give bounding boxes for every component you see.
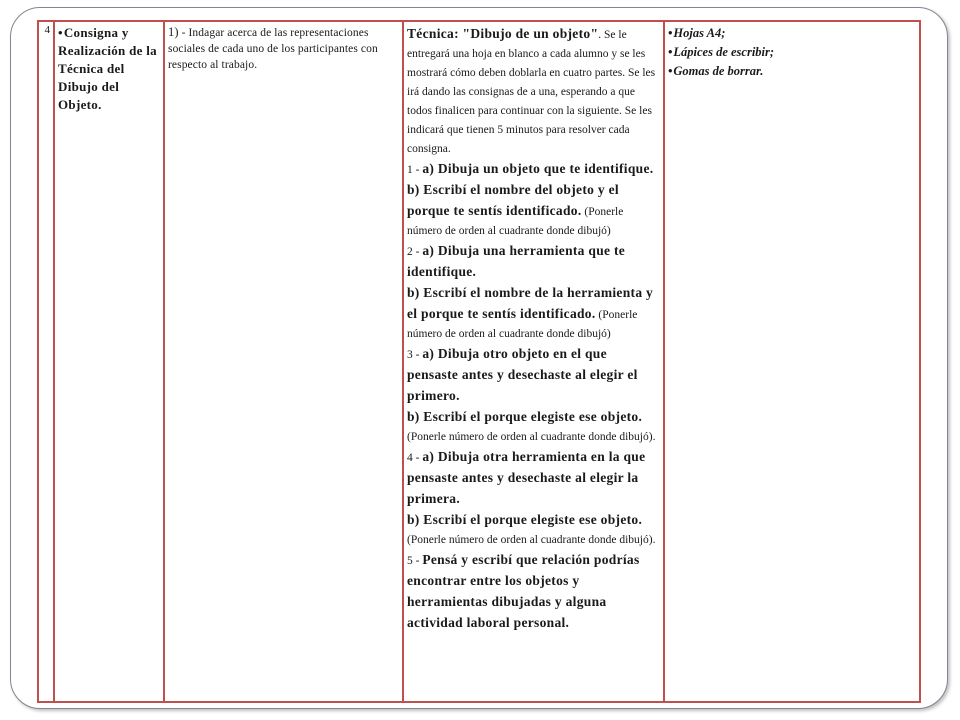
task-note: (Ponerle número de orden al cuadrante donde dibujó).: [407, 534, 656, 546]
task-note: (Ponerle número de orden al cuadrante donde dibujó): [407, 309, 638, 340]
task-prefix: 3 -: [407, 349, 423, 361]
task-item: [407, 344, 660, 407]
task-bold: b) Escribí el porque elegiste ese objeto.: [407, 409, 643, 424]
task-bold: b) Escribí el nombre del objeto y el porque te sentís identificado.: [407, 182, 619, 218]
task-note: (Ponerle número de orden al cuadrante donde dibujó): [407, 206, 624, 237]
technique-instructions: . Se le entregará una hoja en blanco a cada alumno y se les mostrará cómo deben doblarla en cuatro partes. Se les irá dando las consignas de a una, esperando a que todos finalicen para continuar con la siguiente. Se les indicará que tienen 5 minutos para resolver cada consigna.: [407, 29, 656, 155]
task-prefix: 1 -: [407, 164, 423, 176]
task-item: [407, 241, 660, 283]
objective-number: 1): [168, 25, 179, 39]
row-number-cell: [38, 21, 54, 702]
task-item: [407, 510, 660, 550]
row-number: 4: [44, 24, 50, 36]
task-bold: b) Escribí el porque elegiste ese objeto.: [407, 512, 643, 527]
table-row: [38, 21, 920, 702]
task-item: [407, 447, 660, 510]
task-prefix: 4 -: [407, 452, 423, 464]
task-bold: a) Dibuja otra herramienta en la que pensaste antes y desechaste al elegir la primera.: [407, 449, 646, 506]
technique-label: Técnica: "Dibujo de un objeto": [407, 26, 599, 41]
objective-cell: [164, 21, 403, 702]
task-item: [407, 283, 660, 344]
activity-title: • Consigna y Realización de la Técnica del Dibujo del Objeto.: [58, 25, 157, 112]
task-bold: b) Escribí el nombre de la herramienta y el porque te sentís identificado.: [407, 285, 654, 321]
resource-item: • Hojas A4;: [668, 24, 916, 43]
task-bold: a) Dibuja otro objeto en el que pensaste antes y desechaste al elegir el primero.: [407, 346, 638, 403]
activity-title-cell: [54, 21, 164, 702]
task-item: [407, 407, 660, 447]
objective-text: - Indagar acerca de las representaciones sociales de cada uno de los participantes con respecto al trabajo.: [168, 27, 378, 71]
task-prefix: 5 -: [407, 555, 423, 567]
task-bold: a) Dibuja una herramienta que te identifique.: [407, 243, 626, 279]
task-bold: a) Dibuja un objeto que te identifique.: [422, 161, 654, 176]
technique-intro: [407, 24, 660, 159]
resources-cell: [664, 21, 920, 702]
resource-item: • Gomas de borrar.: [668, 62, 916, 81]
resource-item: • Lápices de escribir;: [668, 43, 916, 62]
task-item: [407, 550, 660, 634]
task-item: [407, 180, 660, 241]
task-bold: Pensá y escribí que relación podrías encontrar entre los objetos y herramientas dibujadas y alguna actividad laboral personal.: [407, 552, 640, 630]
description-cell: [403, 21, 664, 702]
activity-table: [37, 20, 921, 703]
task-prefix: 2 -: [407, 246, 423, 258]
task-item: [407, 159, 660, 180]
task-note: (Ponerle número de orden al cuadrante donde dibujó).: [407, 431, 656, 443]
